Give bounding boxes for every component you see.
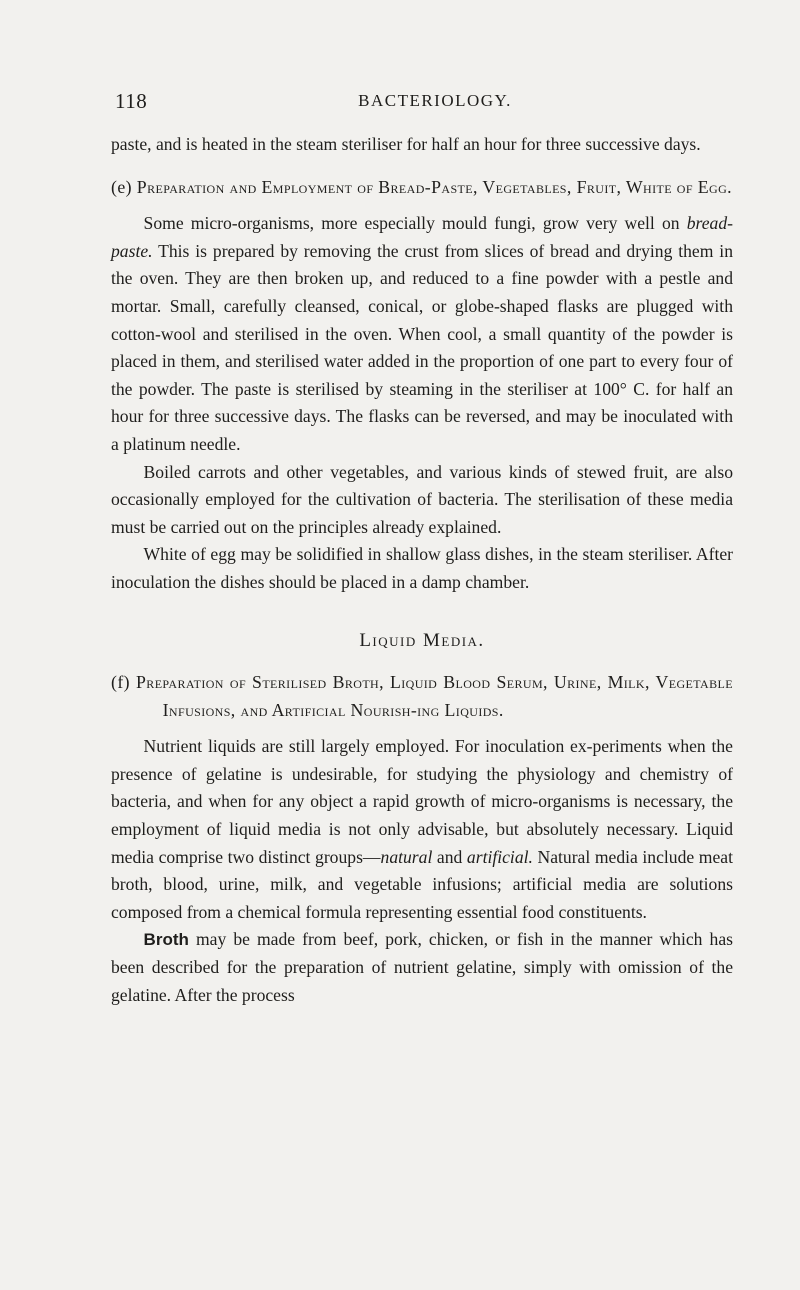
section-heading-f — [111, 669, 733, 724]
paragraph-continuation: paste, and is heated in the steam steriliser for half an hour for three successive days. — [111, 134, 701, 154]
text-run: Nutrient liquids are still largely employed. For inoculation ex-periments when the presence of gelatine is undesirable, for studying the physiology and chemistry of bacteria, and when for any object a rapid growth of micro-organisms is necessary, the employment of liquid media is not only advisable, but absolutely necessary. Liquid media comprise two distinct groups— — [111, 736, 733, 867]
running-title: BACTERIOLOGY. — [358, 91, 512, 110]
paragraph-bread-paste — [111, 210, 733, 458]
emphasis-bread-paste: bread-paste. — [111, 213, 733, 261]
paragraph-broth — [111, 926, 733, 1009]
text-run: and — [432, 846, 467, 867]
emphasis-artificial: artificial. — [466, 846, 533, 867]
section-title-e: Preparation and Employment of Bread-Paste, Vegetables, Fruit, White of Egg. — [136, 176, 733, 197]
paragraph-vegetables: Boiled carrots and other vegetables, and various kinds of stewed fruit, are also occasionally employed for the cultivation of bacteria. The sterilisation of these media must be carried out on the principles already explained. — [111, 461, 733, 537]
section-label-e: (e) — [111, 176, 132, 197]
text-run: Some micro-organisms, more especially mould fungi, grow very well on — [143, 213, 687, 234]
bold-term-broth: Broth — [143, 930, 189, 950]
section-title-f: Preparation of Sterilised Broth, Liquid Blood Serum, Urine, Milk, Vegetable Infusions, and Artificial Nourish-ing Liquids. — [136, 672, 733, 720]
text-run: This is prepared by removing the crust from slices of bread and drying them in the oven. They are then broken up, and reduced to a fine powder with a pestle and mortar. Small, carefully cleansed, conical, or globe-shaped flasks are plugged with cotton-wool and sterilised in the oven. When cool, a small quantity of the powder is placed in them, and sterilised water added in the proportion of one part to every four of the powder. The paste is sterilised by steaming in the steriliser at 100° C. for half an hour for three successive days. The flasks can be reversed, and may be inoculated with a platinum needle. — [111, 240, 733, 454]
section-label-f: (f) — [111, 672, 130, 693]
running-head — [115, 89, 735, 115]
paragraph-white-of-egg: White of egg may be solidified in shallow glass dishes, in the steam steriliser. After inoculation the dishes should be placed in a damp chamber. — [111, 544, 733, 592]
heading-liquid-media: Liquid Media. — [359, 629, 485, 651]
page-body — [111, 131, 733, 1009]
text-run: may be made from beef, pork, chicken, or fish in the manner which has been described for the preparation of nutrient gelatine, simply with omission of the gelatine. After the process — [111, 929, 733, 1005]
page-number: 118 — [115, 89, 148, 113]
emphasis-natural: natural — [380, 846, 433, 867]
paragraph-nutrient-liquids — [111, 733, 733, 926]
text-run: Natural media include meat broth, blood, urine, milk, and vegetable infusions; artificial media are solutions composed from a chemical formula representing essential food constituents. — [111, 846, 733, 922]
section-heading-e — [111, 174, 733, 202]
